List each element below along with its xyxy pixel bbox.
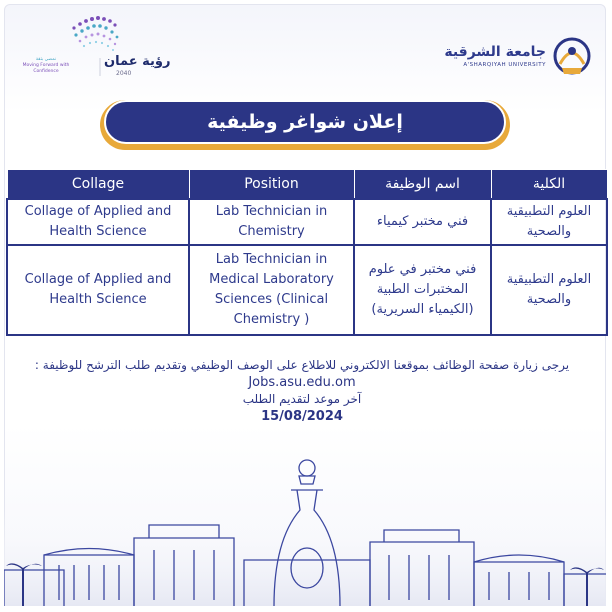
header-title-ar: اسم الوظيفة xyxy=(354,170,491,200)
deadline-label: آخر موعد لتقديم الطلب xyxy=(242,392,362,406)
vision-tagline-arabic: نمضي بثقة xyxy=(35,57,57,62)
table-row xyxy=(7,199,607,245)
vacancies-table xyxy=(6,169,608,336)
visit-website-text: يرجى زيارة صفحة الوظائف بموقعنا الالكتروني للاطلاع على الوصف الوظيفي وتقديم طلب الترشح للوظيفة : xyxy=(34,358,570,372)
cell-college-en: Collage of Applied and Health Science xyxy=(7,245,189,335)
cell-position: Lab Technician in Chemistry xyxy=(189,199,354,245)
cell-position: Lab Technician in Medical Laboratory Sciences (Clinical Chemistry ) xyxy=(189,245,354,335)
table-header-row xyxy=(7,170,607,200)
vision-logo-year: 2040 xyxy=(116,70,132,77)
header-college-ar: الكلية xyxy=(491,170,607,200)
university-name-arabic: جامعة الشرقية xyxy=(444,44,546,60)
university-name-english: A'SHARQIYAH UNIVERSITY xyxy=(463,62,546,68)
cell-college-en: Collage of Applied and Health Science xyxy=(7,199,189,245)
header-college-en: Collage xyxy=(7,170,189,200)
table-row xyxy=(7,245,607,335)
page-title: إعلان شواغر وظيفية xyxy=(207,111,403,133)
deadline-date: 15/08/2024 xyxy=(261,409,343,424)
cell-college-ar: العلوم التطبيقية والصحية xyxy=(491,245,607,335)
campus-skyline-illustration xyxy=(4,450,606,606)
jobs-website-link[interactable]: Jobs.asu.edu.om xyxy=(248,375,356,390)
header-position: Position xyxy=(189,170,354,200)
cell-college-ar: العلوم التطبيقية والصحية xyxy=(491,199,607,245)
vision-tagline-english: Moving Forward with Confidence xyxy=(22,63,70,74)
vision-logo-tagline xyxy=(22,57,70,75)
title-banner xyxy=(100,100,510,150)
application-info xyxy=(22,357,582,425)
vision-logo-arabic-text: رؤية عمان xyxy=(104,54,171,69)
cell-title-ar: فني مختبر كيمياء xyxy=(354,199,491,245)
cell-title-ar: فني مختبر في علوم المختبرات الطبية (الكيمياء السريرية) xyxy=(354,245,491,335)
title-banner-inner xyxy=(104,100,506,144)
